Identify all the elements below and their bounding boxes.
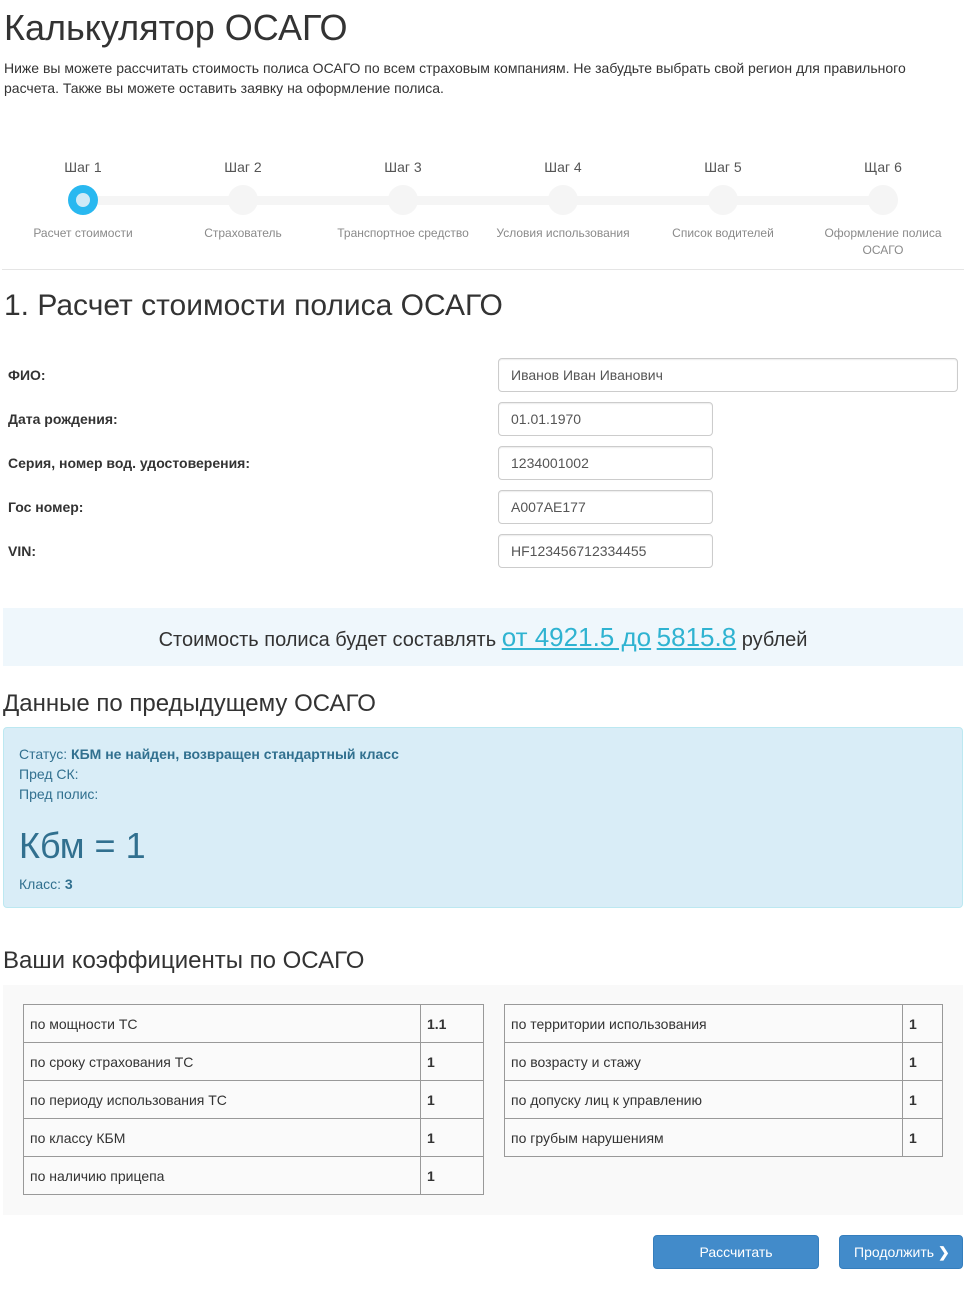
table-row bbox=[505, 1081, 943, 1119]
stepper bbox=[0, 150, 969, 270]
table-row bbox=[505, 1043, 943, 1081]
step-number: Щаг 6 bbox=[864, 159, 902, 175]
table-row bbox=[24, 1157, 484, 1195]
step-label: Транспортное средство bbox=[337, 226, 469, 240]
table-row bbox=[24, 1005, 484, 1043]
step-label: Оформление полиса ОСАГО bbox=[824, 226, 942, 257]
coef-value: 1 bbox=[421, 1081, 484, 1119]
step-dot-icon bbox=[228, 185, 258, 215]
step-2[interactable] bbox=[163, 150, 323, 242]
step-dot-icon bbox=[708, 185, 738, 215]
coefficients-title: Ваши коэффициенты по ОСАГО bbox=[3, 947, 365, 974]
fio-label: ФИО: bbox=[8, 367, 46, 383]
table-row bbox=[505, 1119, 943, 1157]
table-row bbox=[24, 1081, 484, 1119]
step-label: Условия использования bbox=[496, 226, 630, 240]
license-input[interactable] bbox=[498, 446, 713, 480]
step-number: Шаг 3 bbox=[384, 159, 422, 175]
step-dot-icon bbox=[68, 185, 98, 215]
coefficients-panel bbox=[3, 985, 963, 1215]
price-from-link[interactable]: от 4921.5 до bbox=[501, 622, 652, 652]
coef-label: по территории использования bbox=[505, 1005, 903, 1043]
kbm-value: Кбм = 1 bbox=[19, 825, 146, 866]
price-to-link[interactable]: 5815.8 bbox=[656, 622, 737, 652]
coef-label: по наличию прицепа bbox=[24, 1157, 421, 1195]
step-number: Шаг 1 bbox=[64, 159, 102, 175]
coef-value: 1 bbox=[903, 1043, 943, 1081]
step-1[interactable] bbox=[3, 150, 163, 242]
step-dot-icon bbox=[868, 185, 898, 215]
plate-label: Гос номер: bbox=[8, 499, 84, 515]
intro-text: Ниже вы можете рассчитать стоимость полиса ОСАГО по всем страховым компаниям. Не забудьте выбрать свой регион для правильного расчета. Также вы можете оставить заявку на оформление полиса. bbox=[4, 60, 906, 96]
table-row bbox=[505, 1005, 943, 1043]
status-label: Статус: bbox=[19, 746, 68, 762]
coef-label: по возрасту и стажу bbox=[505, 1043, 903, 1081]
recalculate-button[interactable] bbox=[653, 1235, 819, 1292]
coef-label: по классу КБМ bbox=[24, 1119, 421, 1157]
step-4[interactable] bbox=[483, 150, 643, 242]
prev-sk-line: Пред СК: bbox=[19, 766, 79, 782]
page-title: Калькулятор ОСАГО bbox=[4, 7, 348, 48]
coef-value: 1.1 bbox=[421, 1005, 484, 1043]
birthdate-label: Дата рождения: bbox=[8, 411, 118, 427]
price-box bbox=[3, 608, 963, 666]
table-row bbox=[24, 1119, 484, 1157]
chevron-right-icon: ❯ bbox=[938, 1244, 950, 1260]
coef-label: по мощности ТС bbox=[24, 1005, 421, 1043]
class-line bbox=[19, 874, 947, 894]
license-label: Серия, номер вод. удостоверения: bbox=[8, 455, 251, 471]
class-value: 3 bbox=[64, 876, 73, 892]
previous-info-box bbox=[3, 727, 963, 908]
coef-label: по сроку страхования ТС bbox=[24, 1043, 421, 1081]
step-label: Расчет стоимости bbox=[33, 226, 133, 240]
vin-input[interactable] bbox=[498, 534, 713, 568]
coefficients-table-right bbox=[504, 1004, 943, 1157]
prev-policy-line: Пред полис: bbox=[19, 786, 99, 802]
status-value: КБМ не найден, возвращен стандартный класс bbox=[71, 746, 399, 762]
coefficients-table-left bbox=[23, 1004, 484, 1195]
coef-label: по периоду использования ТС bbox=[24, 1081, 421, 1119]
step-label: Страхователь bbox=[204, 226, 282, 240]
recalculate-label: Рассчитать заново bbox=[699, 1244, 773, 1292]
price-suffix: рублей bbox=[741, 629, 808, 651]
step-5[interactable] bbox=[643, 150, 803, 242]
table-row bbox=[24, 1043, 484, 1081]
step-number: Шаг 5 bbox=[704, 159, 742, 175]
birthdate-input[interactable] bbox=[498, 402, 713, 436]
step-label: Список водителей bbox=[672, 226, 774, 240]
step-3[interactable] bbox=[323, 150, 483, 242]
coef-value: 1 bbox=[421, 1119, 484, 1157]
coef-value: 1 bbox=[421, 1043, 484, 1081]
divider bbox=[2, 269, 964, 270]
price-prefix: Стоимость полиса будет составлять bbox=[158, 629, 497, 651]
plate-input[interactable] bbox=[498, 490, 713, 524]
coef-label: по допуску лиц к управлению bbox=[505, 1081, 903, 1119]
fio-input[interactable] bbox=[498, 358, 958, 392]
step-number: Шаг 4 bbox=[544, 159, 582, 175]
class-label: Класс: bbox=[19, 876, 61, 892]
refresh-icon: ↻ bbox=[754, 1276, 767, 1292]
continue-label: Продолжить bbox=[854, 1244, 935, 1260]
coef-label: по грубым нарушениям bbox=[505, 1119, 903, 1157]
step-dot-icon bbox=[548, 185, 578, 215]
coef-value: 1 bbox=[903, 1081, 943, 1119]
coef-value: 1 bbox=[903, 1119, 943, 1157]
step-6[interactable] bbox=[818, 150, 948, 259]
previous-title: Данные по предыдущему ОСАГО bbox=[3, 690, 376, 717]
continue-button[interactable] bbox=[839, 1235, 963, 1269]
step-dot-icon bbox=[388, 185, 418, 215]
vin-label: VIN: bbox=[8, 543, 36, 559]
step-number: Шаг 2 bbox=[224, 159, 262, 175]
status-line bbox=[19, 744, 947, 764]
coef-value: 1 bbox=[903, 1005, 943, 1043]
coef-value: 1 bbox=[421, 1157, 484, 1195]
section-title: 1. Расчет стоимости полиса ОСАГО bbox=[4, 289, 503, 322]
